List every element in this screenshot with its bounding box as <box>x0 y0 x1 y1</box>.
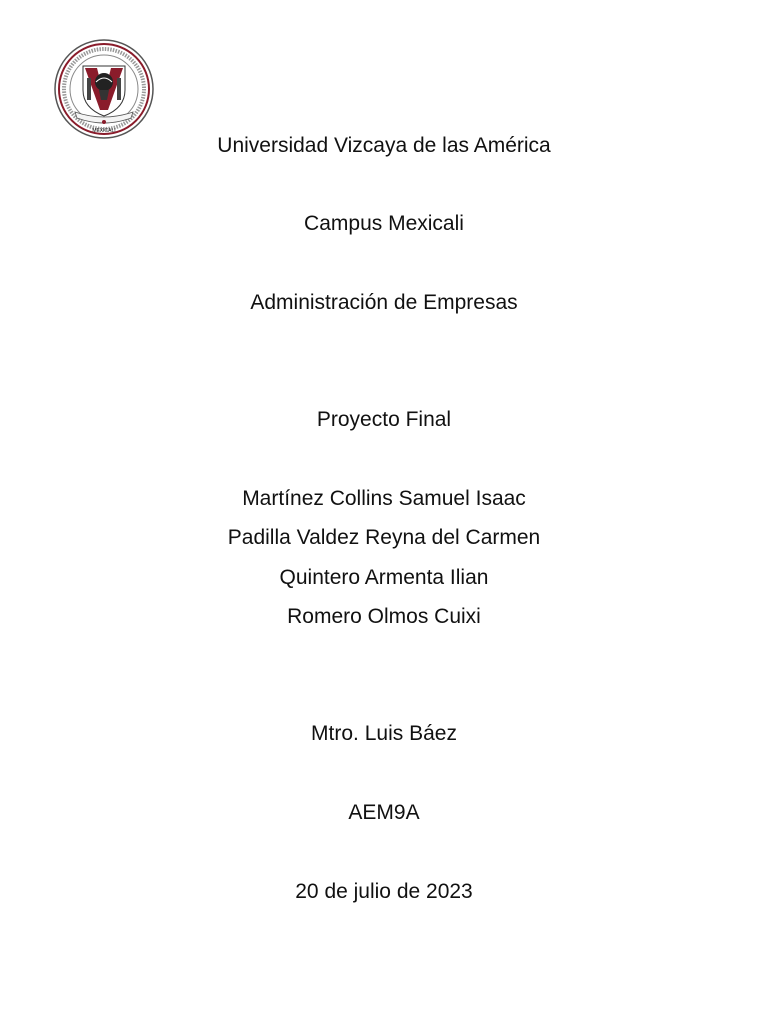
university-seal-logo <box>53 38 155 140</box>
project-title: Proyecto Final <box>316 408 452 431</box>
seal-icon <box>53 38 155 140</box>
university-name: Universidad Vizcaya de las América <box>217 134 551 157</box>
author-name: Romero Olmos Cuixi <box>287 605 481 628</box>
campus-name: Campus Mexicali <box>304 212 464 235</box>
teacher-name: Mtro. Luis Báez <box>311 722 457 745</box>
group-code: AEM9A <box>348 801 420 824</box>
seal-bottom-text: MEXICALI <box>92 128 116 134</box>
author-name: Padilla Valdez Reyna del Carmen <box>227 526 541 549</box>
document-date: 20 de julio de 2023 <box>295 880 473 903</box>
author-name: Martínez Collins Samuel Isaac <box>242 487 526 510</box>
program-name: Administración de Empresas <box>250 291 518 314</box>
author-name: Quintero Armenta Ilian <box>279 566 489 589</box>
